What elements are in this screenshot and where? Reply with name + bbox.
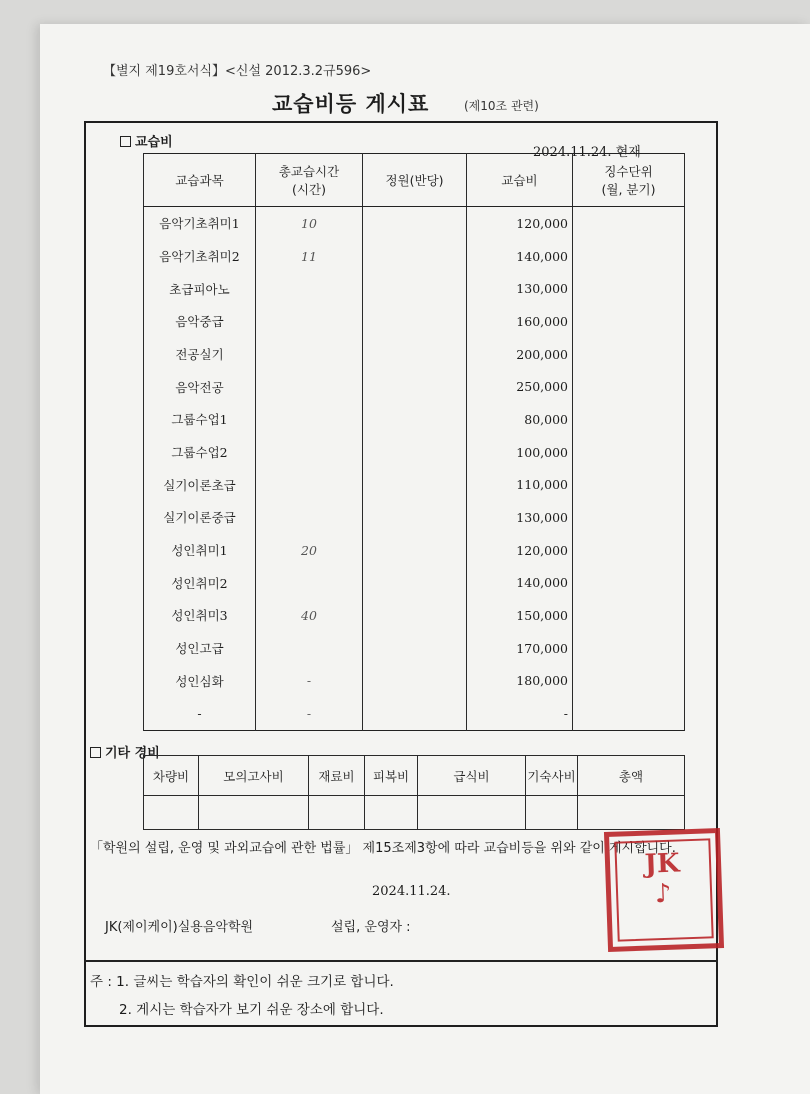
col-subject: 교습과목 bbox=[144, 154, 256, 207]
etc-cell bbox=[144, 796, 199, 830]
unit-cell bbox=[573, 566, 685, 599]
table-row bbox=[144, 632, 685, 665]
capacity-cell bbox=[363, 305, 467, 338]
etc-cell bbox=[526, 796, 578, 830]
capacity-cell bbox=[363, 272, 467, 305]
etc-table bbox=[143, 755, 685, 830]
unit-cell bbox=[573, 272, 685, 305]
note-2: 2. 게시는 학습자가 보기 쉬운 장소에 합니다. bbox=[119, 1002, 384, 1018]
fee-table-body bbox=[144, 207, 685, 731]
official-seal bbox=[604, 828, 724, 952]
capacity-cell bbox=[363, 566, 467, 599]
subject-cell: 전공실기 bbox=[144, 338, 256, 371]
unit-cell bbox=[573, 207, 685, 240]
unit-cell bbox=[573, 632, 685, 665]
unit-cell bbox=[573, 403, 685, 436]
fee-cell: 80,000 bbox=[467, 403, 573, 436]
form-id: 【별지 제19호서식】<신설 2012.3.2규596> bbox=[103, 64, 372, 79]
hours-cell bbox=[256, 403, 363, 436]
fee-cell: 120,000 bbox=[467, 534, 573, 567]
etc-cell bbox=[365, 796, 418, 830]
capacity-cell bbox=[363, 240, 467, 273]
table-row bbox=[144, 566, 685, 599]
fee-cell: 170,000 bbox=[467, 632, 573, 665]
subject-cell: 성인취미3 bbox=[144, 599, 256, 632]
hours-cell bbox=[256, 305, 363, 338]
capacity-cell bbox=[363, 697, 467, 730]
as-of-date: 2024.11.24. 현재 bbox=[533, 145, 641, 160]
hours-cell bbox=[256, 338, 363, 371]
checkbox-icon bbox=[120, 136, 131, 147]
table-row bbox=[144, 501, 685, 534]
capacity-cell bbox=[363, 436, 467, 469]
subject-cell: 음악중급 bbox=[144, 305, 256, 338]
fee-cell: 100,000 bbox=[467, 436, 573, 469]
fee-cell: 130,000 bbox=[467, 272, 573, 305]
title-note: (제10조 관련) bbox=[464, 99, 539, 113]
unit-cell bbox=[573, 664, 685, 697]
fee-cell: 120,000 bbox=[467, 207, 573, 240]
capacity-cell bbox=[363, 468, 467, 501]
unit-cell bbox=[573, 240, 685, 273]
capacity-cell bbox=[363, 207, 467, 240]
subject-cell: 그룹수업2 bbox=[144, 436, 256, 469]
subject-cell: 성인심화 bbox=[144, 664, 256, 697]
capacity-cell bbox=[363, 501, 467, 534]
notice-text: 「학원의 설립, 운영 및 과외교습에 관한 법률」 제15조제3항에 따라 교습비등을 위와 같이 게시합니다. bbox=[90, 841, 676, 856]
table-row bbox=[144, 240, 685, 273]
subject-cell: 음악기초취미1 bbox=[144, 207, 256, 240]
col-unit bbox=[573, 154, 685, 207]
capacity-cell bbox=[363, 338, 467, 371]
col-materials: 재료비 bbox=[309, 756, 365, 796]
table-row bbox=[144, 403, 685, 436]
capacity-cell bbox=[363, 632, 467, 665]
table-row bbox=[144, 436, 685, 469]
fee-section-label: 교습비 bbox=[135, 135, 173, 150]
table-row bbox=[144, 370, 685, 403]
unit-cell bbox=[573, 436, 685, 469]
fee-table-header bbox=[144, 154, 685, 207]
fee-section-heading bbox=[120, 131, 173, 150]
subject-cell: 실기이론중급 bbox=[144, 501, 256, 534]
table-row bbox=[144, 664, 685, 697]
table-row bbox=[144, 697, 685, 730]
hours-cell bbox=[256, 632, 363, 665]
table-row bbox=[144, 338, 685, 371]
hours-cell bbox=[256, 436, 363, 469]
checkbox-icon bbox=[90, 747, 101, 758]
capacity-cell bbox=[363, 664, 467, 697]
subject-cell: 실기이론초급 bbox=[144, 468, 256, 501]
page-title: 교습비등 게시표 bbox=[272, 92, 430, 116]
unit-cell bbox=[573, 468, 685, 501]
col-meals: 급식비 bbox=[418, 756, 526, 796]
capacity-cell bbox=[363, 599, 467, 632]
hours-cell: - bbox=[256, 664, 363, 697]
subject-cell: 그룹수업1 bbox=[144, 403, 256, 436]
etc-table-row bbox=[144, 796, 685, 830]
etc-cell bbox=[199, 796, 309, 830]
col-hours-line1: 총교습시간 bbox=[278, 164, 340, 179]
col-hours-line2: (시간) bbox=[292, 182, 326, 197]
col-vehicle: 차량비 bbox=[144, 756, 199, 796]
subject-cell: 성인취미1 bbox=[144, 534, 256, 567]
notice-date: 2024.11.24. bbox=[372, 884, 451, 899]
fee-cell: 160,000 bbox=[467, 305, 573, 338]
fee-table bbox=[143, 153, 685, 731]
col-hours bbox=[256, 154, 363, 207]
table-row bbox=[144, 468, 685, 501]
hours-cell: 11 bbox=[256, 240, 363, 273]
table-row bbox=[144, 305, 685, 338]
capacity-cell bbox=[363, 534, 467, 567]
seal-mark: JK ♪ bbox=[644, 848, 681, 910]
fee-cell: 140,000 bbox=[467, 566, 573, 599]
fee-cell: - bbox=[467, 697, 573, 730]
etc-cell bbox=[418, 796, 526, 830]
unit-cell bbox=[573, 370, 685, 403]
note-1: 주 : 1. 글씨는 학습자의 확인이 쉬운 크기로 합니다. bbox=[90, 974, 394, 990]
capacity-cell bbox=[363, 370, 467, 403]
fee-cell: 140,000 bbox=[467, 240, 573, 273]
fee-cell: 110,000 bbox=[467, 468, 573, 501]
unit-cell bbox=[573, 501, 685, 534]
etc-table-header bbox=[144, 756, 685, 796]
fee-cell: 250,000 bbox=[467, 370, 573, 403]
unit-cell bbox=[573, 338, 685, 371]
hours-cell bbox=[256, 566, 363, 599]
fee-cell: 180,000 bbox=[467, 664, 573, 697]
hours-cell: 20 bbox=[256, 534, 363, 567]
col-fee: 교습비 bbox=[467, 154, 573, 207]
unit-cell bbox=[573, 534, 685, 567]
institution-name: JK(제이케이)실용음악학원 bbox=[105, 920, 254, 935]
capacity-cell bbox=[363, 403, 467, 436]
fee-cell: 130,000 bbox=[467, 501, 573, 534]
unit-cell bbox=[573, 599, 685, 632]
subject-cell: 초급피아노 bbox=[144, 272, 256, 305]
etc-cell bbox=[309, 796, 365, 830]
table-row bbox=[144, 207, 685, 240]
divider bbox=[84, 960, 718, 962]
etc-section-label: 기타 경비 bbox=[105, 746, 160, 761]
col-unit-line1: 징수단위 bbox=[604, 164, 653, 179]
hours-cell bbox=[256, 370, 363, 403]
col-dormitory: 기숙사비 bbox=[526, 756, 578, 796]
unit-cell bbox=[573, 305, 685, 338]
hours-cell: 10 bbox=[256, 207, 363, 240]
hours-cell: - bbox=[256, 697, 363, 730]
subject-cell: 음악기초취미2 bbox=[144, 240, 256, 273]
col-total: 총액 bbox=[578, 756, 685, 796]
table-row bbox=[144, 534, 685, 567]
fee-cell: 150,000 bbox=[467, 599, 573, 632]
etc-cell bbox=[578, 796, 685, 830]
hours-cell: 40 bbox=[256, 599, 363, 632]
hours-cell bbox=[256, 272, 363, 305]
col-unit-line2: (월, 분기) bbox=[601, 182, 656, 197]
fee-cell: 200,000 bbox=[467, 338, 573, 371]
subject-cell: 성인취미2 bbox=[144, 566, 256, 599]
col-mock-exam: 모의고사비 bbox=[199, 756, 309, 796]
col-uniform: 피복비 bbox=[365, 756, 418, 796]
subject-cell: - bbox=[144, 697, 256, 730]
hours-cell bbox=[256, 468, 363, 501]
unit-cell bbox=[573, 697, 685, 730]
subject-cell: 음악전공 bbox=[144, 370, 256, 403]
table-row bbox=[144, 272, 685, 305]
subject-cell: 성인고급 bbox=[144, 632, 256, 665]
table-row bbox=[144, 599, 685, 632]
hours-cell bbox=[256, 501, 363, 534]
operator-label: 설립, 운영자 : bbox=[331, 920, 411, 935]
col-capacity: 정원(반당) bbox=[363, 154, 467, 207]
